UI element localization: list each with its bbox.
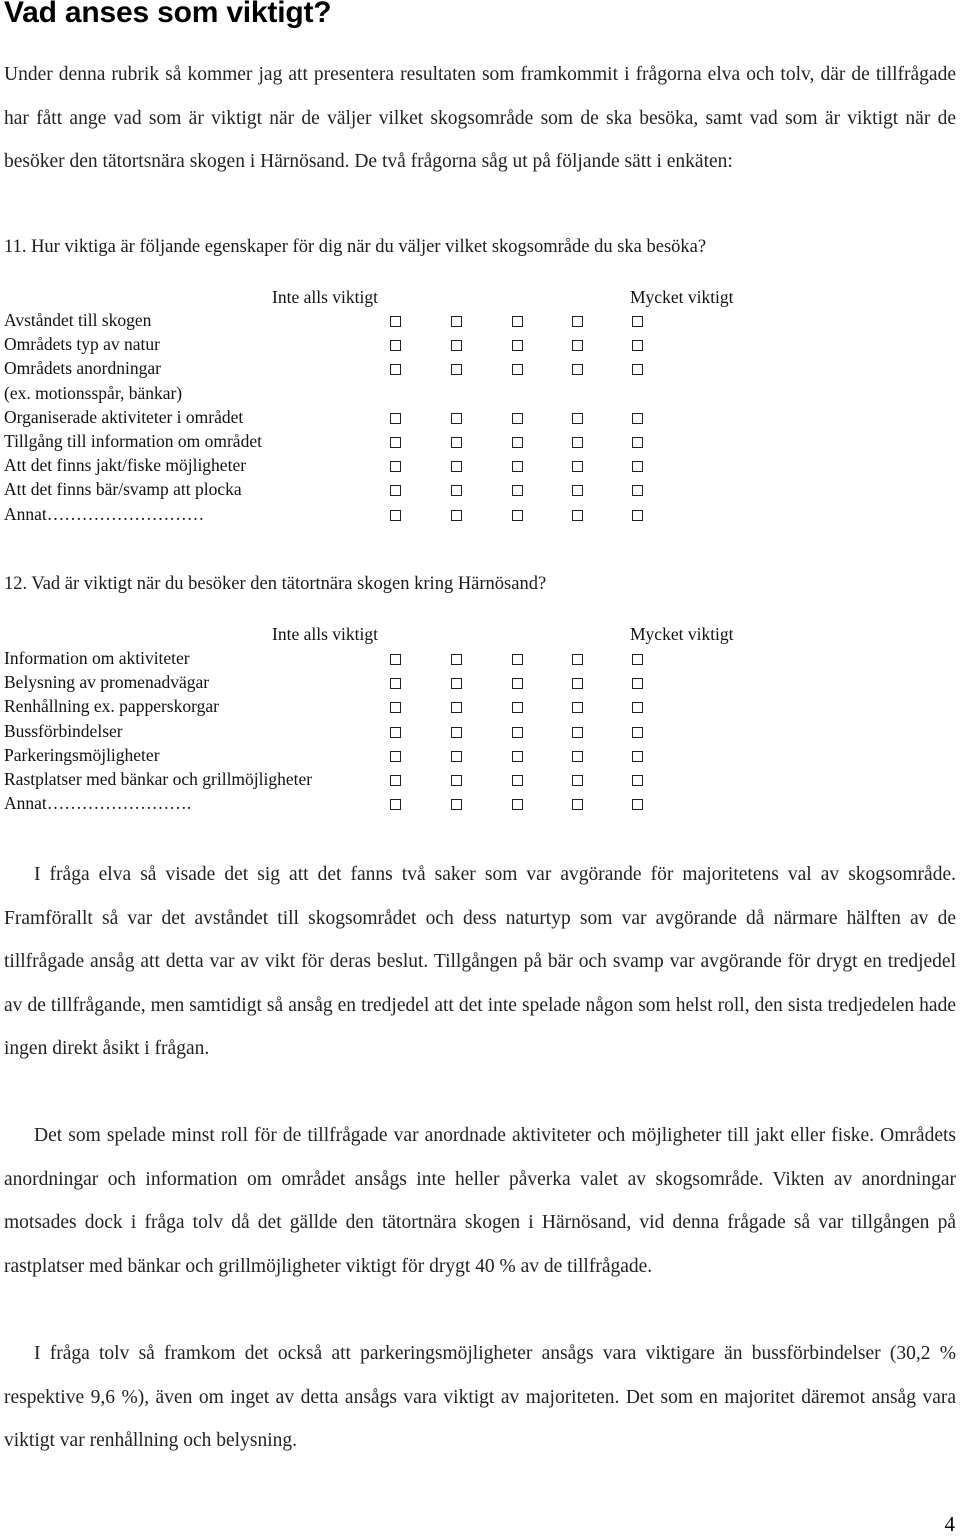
q11-row-label: Organiserade aktiviteter i området — [4, 406, 244, 427]
q12-rating-checkbox-1[interactable] — [390, 678, 401, 689]
q11-rating-checkbox-2[interactable] — [451, 413, 462, 424]
q11-row — [4, 407, 664, 431]
q11-rating-checkbox-2[interactable] — [451, 437, 462, 448]
q11-rating-checkbox-4[interactable] — [572, 461, 583, 472]
q12-row-label: Rastplatser med bänkar och grillmöjligheter — [4, 769, 313, 789]
q12-rating-checkbox-5[interactable] — [632, 775, 643, 786]
q11-rating-checkbox-4[interactable] — [572, 340, 583, 351]
q11-rating-checkbox-1[interactable] — [390, 510, 401, 521]
q12-rating-checkbox-3[interactable] — [512, 775, 523, 786]
q11-rating-checkbox-1[interactable] — [390, 340, 401, 351]
q11-rating-checkbox-3[interactable] — [512, 364, 523, 375]
q11-rating-checkbox-5[interactable] — [632, 340, 643, 351]
q12-rating-checkbox-3[interactable] — [512, 654, 523, 665]
q12-rating-checkbox-3[interactable] — [512, 702, 523, 713]
q12-rating-checkbox-5[interactable] — [632, 702, 643, 713]
q11-scale-high-label: Mycket viktigt — [630, 287, 734, 307]
q11-row — [4, 310, 664, 334]
page-title: Vad anses som viktigt? — [4, 0, 332, 29]
q11-rating-checkbox-4[interactable] — [572, 437, 583, 448]
q12-row-label: Information om aktiviteter — [4, 648, 190, 668]
q11-row-label: Områdets typ av natur — [4, 334, 160, 355]
q11-row — [4, 431, 664, 455]
question-12-text: 12. Vad är viktigt när du besöker den tätortnära skogen kring Härnösand? — [4, 574, 547, 594]
intro-paragraph: Under denna rubrik så kommer jag att presentera resultaten som framkommit i frågorna elva och tolv, där de tillfrågade har fått ange vad som är viktigt när de väljer vilket skogsområde som de ska besöka, samt vad som är viktigt när de besöker den tätortsnära skogen i Härnösand. De två frågorna såg ut på följande sätt i enkäten: — [4, 64, 956, 172]
q11-rating-checkbox-5[interactable] — [632, 485, 643, 496]
q12-rating-checkbox-1[interactable] — [390, 775, 401, 786]
q11-rating-checkbox-3[interactable] — [512, 316, 523, 327]
q12-rating-checkbox-4[interactable] — [572, 727, 583, 738]
q11-rating-checkbox-5[interactable] — [632, 461, 643, 472]
q11-row — [4, 504, 664, 528]
q11-rating-checkbox-3[interactable] — [512, 485, 523, 496]
q12-row-label: Bussförbindelser — [4, 720, 123, 741]
q11-rating-checkbox-1[interactable] — [390, 413, 401, 424]
q12-rating-checkbox-4[interactable] — [572, 654, 583, 665]
body-paragraph-3 — [4, 1332, 956, 1463]
body-paragraph-2-text: Det som spelade minst roll för de tillfrågade var anordnade aktiviteter och möjligheter till jakt eller fiske. Områdets anordningar och information om området ansågs inte heller påverka valet av skogsområde. Vikten av anordningar motsades dock i fråga tolv då det gällde den tätortnära skogen i Härnösand, vid denna frågade så var tillgången på rastplatser med bänkar och grillmöjligheter viktigt för drygt 40 % av de tillfrågade. — [4, 1125, 956, 1277]
q12-rating-checkbox-2[interactable] — [451, 654, 462, 665]
q11-rating-checkbox-1[interactable] — [390, 461, 401, 472]
q11-row — [4, 358, 664, 382]
q11-rating-checkbox-5[interactable] — [632, 364, 643, 375]
q12-rating-checkbox-5[interactable] — [632, 654, 643, 665]
q12-rating-checkbox-5[interactable] — [632, 678, 643, 689]
q12-rating-checkbox-1[interactable] — [390, 702, 401, 713]
q12-scale-low-label: Inte alls viktigt — [272, 624, 378, 644]
q11-rating-checkbox-2[interactable] — [451, 510, 462, 521]
q12-rating-checkbox-3[interactable] — [512, 751, 523, 762]
q12-rating-checkbox-2[interactable] — [451, 678, 462, 689]
q12-row — [4, 672, 664, 696]
q12-row-label: Parkeringsmöjligheter — [4, 744, 160, 765]
q11-row — [4, 479, 664, 503]
q12-row — [4, 721, 664, 745]
q12-rating-checkbox-2[interactable] — [451, 727, 462, 738]
q11-row — [4, 455, 664, 479]
q11-rating-checkbox-5[interactable] — [632, 437, 643, 448]
body-paragraph-2 — [4, 1114, 956, 1288]
q12-row-label: Renhållning ex. papperskorgar — [4, 696, 219, 717]
question-11-text: 11. Hur viktiga är följande egenskaper för dig när du väljer vilket skogsområde du ska besöka? — [4, 237, 707, 257]
q12-rating-checkbox-4[interactable] — [572, 751, 583, 762]
q11-rating-checkbox-2[interactable] — [451, 461, 462, 472]
q11-rating-checkbox-3[interactable] — [512, 413, 523, 424]
q11-row-label: (ex. motionsspår, bänkar) — [4, 382, 183, 403]
q12-rating-checkbox-1[interactable] — [390, 751, 401, 762]
body-paragraph-3-text: I fråga tolv så framkom det också att parkeringsmöjligheter ansågs vara viktigare än bussförbindelser (30,2 % respektive 9,6 %), även om inget av detta ansågs vara viktigt av majoriteten. Det som en majoritet däremot ansåg vara viktigt var renhållning och belysning. — [4, 1343, 956, 1451]
q11-row-label: Tillgång till information om området — [4, 431, 262, 451]
q12-row — [4, 769, 664, 793]
q12-row — [4, 648, 664, 672]
q12-row — [4, 696, 664, 720]
q11-rating-checkbox-2[interactable] — [451, 316, 462, 327]
q11-row-label: Att det finns bär/svamp att plocka — [4, 479, 242, 500]
q12-rating-checkbox-3[interactable] — [512, 799, 523, 810]
q11-rating-checkbox-3[interactable] — [512, 510, 523, 521]
q12-rating-checkbox-1[interactable] — [390, 727, 401, 738]
q11-row-label: Annat……………………… — [4, 503, 205, 524]
q12-rating-checkbox-5[interactable] — [632, 751, 643, 762]
q11-rating-checkbox-4[interactable] — [572, 510, 583, 521]
q11-rating-checkbox-4[interactable] — [572, 364, 583, 375]
q12-row-label: Belysning av promenadvägar — [4, 672, 210, 693]
q11-rating-checkbox-2[interactable] — [451, 340, 462, 351]
q12-rating-checkbox-5[interactable] — [632, 799, 643, 810]
q11-rating-checkbox-3[interactable] — [512, 461, 523, 472]
q11-rating-checkbox-2[interactable] — [451, 485, 462, 496]
q12-rating-checkbox-4[interactable] — [572, 678, 583, 689]
q11-row — [4, 383, 664, 407]
q11-rating-checkbox-4[interactable] — [572, 413, 583, 424]
body-paragraph-1-text: I fråga elva så visade det sig att det fanns två saker som var avgörande för majoritetens val av skogsområde. Framförallt så var det avståndet till skogsområdet och dess naturtyp som var avgörande då närmare hälften av de tillfrågade ansåg att detta var av vikt för deras beslut. Tillgången på bär och svamp var avgörande för drygt en tredjedel av de tillfrågande, men samtidigt så ansåg en tredjedel att det inte spelade någon som helst roll, den sista tredjedelen hade ingen direkt åsikt i frågan. — [4, 864, 956, 1059]
q11-rating-checkbox-2[interactable] — [451, 364, 462, 375]
q11-rating-checkbox-4[interactable] — [572, 485, 583, 496]
body-paragraph-1 — [4, 853, 956, 1071]
q11-row-label: Områdets anordningar — [4, 358, 161, 379]
q12-row — [4, 745, 664, 769]
q12-row — [4, 793, 664, 817]
q12-rating-checkbox-4[interactable] — [572, 702, 583, 713]
q12-scale-high-label: Mycket viktigt — [630, 624, 734, 644]
q12-rating-checkbox-3[interactable] — [512, 678, 523, 689]
q11-rating-checkbox-5[interactable] — [632, 316, 643, 327]
q11-rating-checkbox-5[interactable] — [632, 510, 643, 521]
q11-rating-checkbox-3[interactable] — [512, 340, 523, 351]
q11-rating-checkbox-4[interactable] — [572, 316, 583, 327]
q11-row — [4, 334, 664, 358]
q12-rating-checkbox-2[interactable] — [451, 799, 462, 810]
q11-rating-checkbox-1[interactable] — [390, 485, 401, 496]
q12-rating-checkbox-2[interactable] — [451, 775, 462, 786]
q11-rating-checkbox-1[interactable] — [390, 316, 401, 327]
q11-rating-checkbox-1[interactable] — [390, 364, 401, 375]
q12-rating-checkbox-1[interactable] — [390, 654, 401, 665]
q11-rating-checkbox-1[interactable] — [390, 437, 401, 448]
q11-row-label: Avståndet till skogen — [4, 310, 152, 330]
q11-scale-low-label: Inte alls viktigt — [272, 287, 378, 307]
q11-rating-checkbox-3[interactable] — [512, 437, 523, 448]
q12-rating-checkbox-1[interactable] — [390, 799, 401, 810]
q11-row-label: Att det finns jakt/fiske möjligheter — [4, 455, 247, 476]
q12-rating-checkbox-5[interactable] — [632, 727, 643, 738]
q12-rating-checkbox-2[interactable] — [451, 702, 462, 713]
q12-rating-checkbox-2[interactable] — [451, 751, 462, 762]
q12-rating-checkbox-4[interactable] — [572, 775, 583, 786]
q11-rating-checkbox-5[interactable] — [632, 413, 643, 424]
page-number: 4 — [944, 1512, 955, 1536]
q12-row-label: Annat……………………. — [4, 793, 192, 814]
q12-rating-checkbox-3[interactable] — [512, 727, 523, 738]
q12-rating-checkbox-4[interactable] — [572, 799, 583, 810]
